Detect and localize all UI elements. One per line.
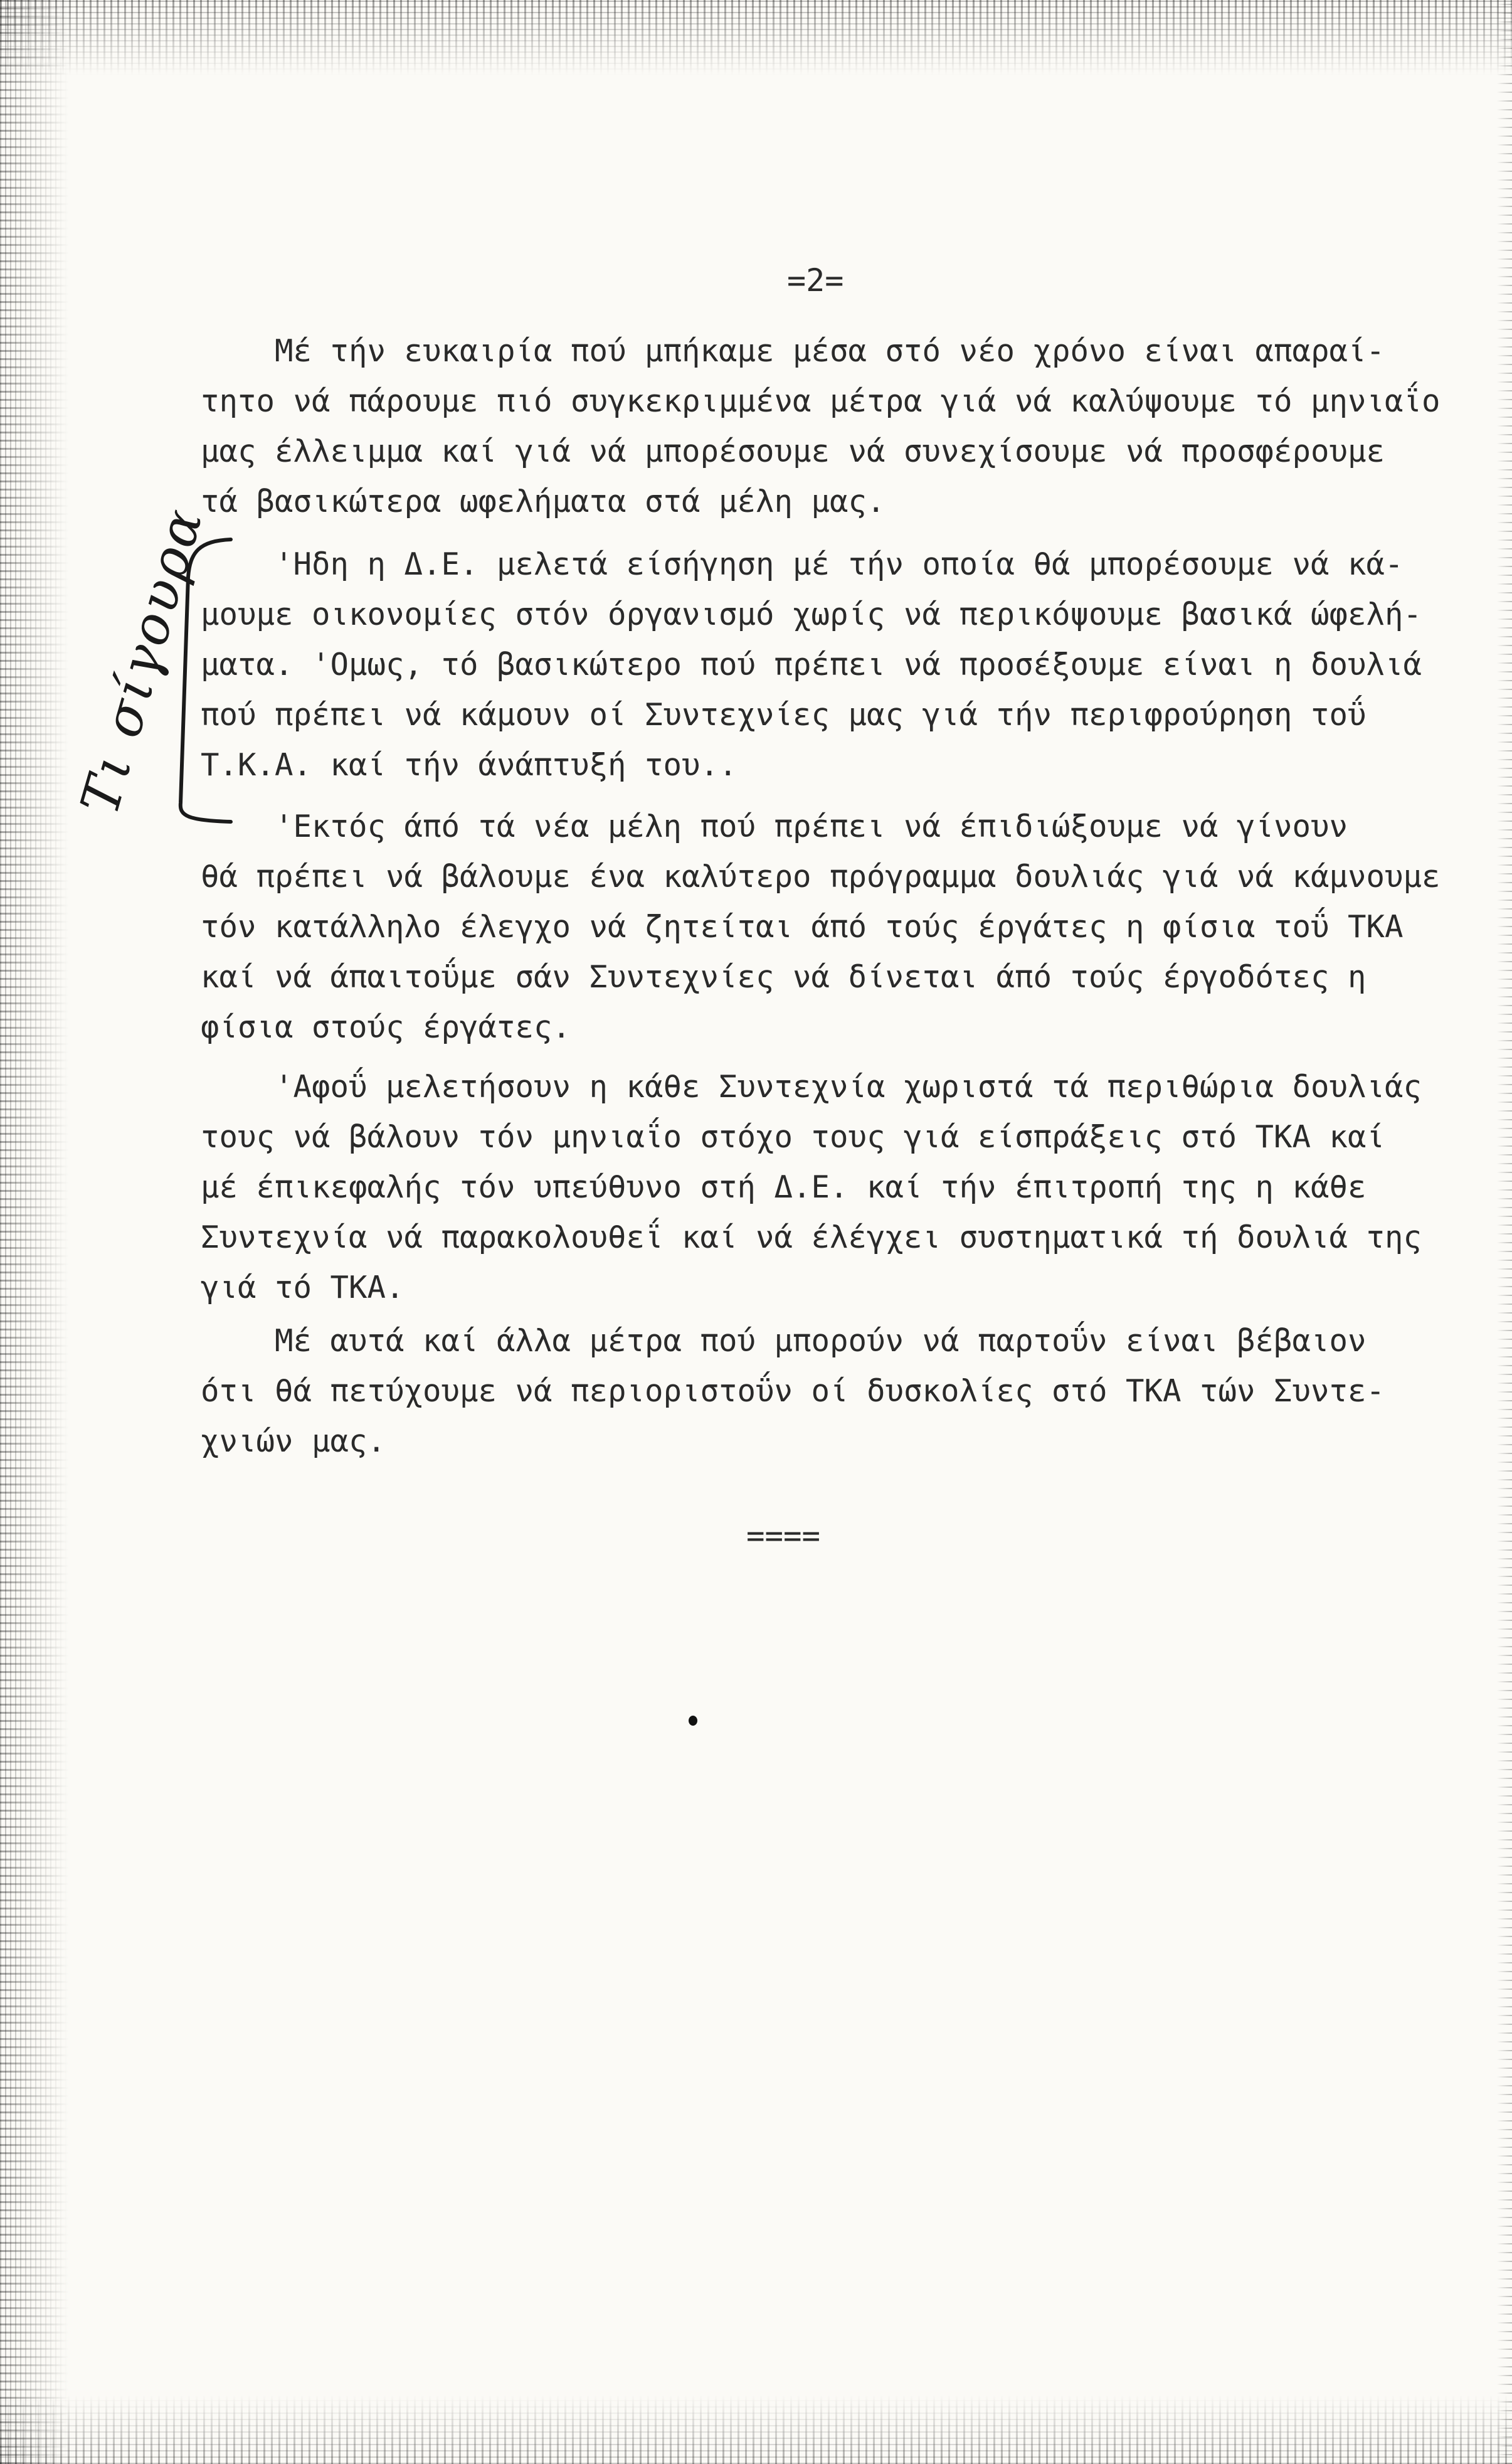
text-line: φίσια στούς έργάτες. — [201, 1009, 571, 1045]
margin-note-text: Τι σίγουρα — [68, 500, 215, 821]
text-line: πού πρέπει νά κάμουν οί Συντεχνίες μας γιά τήν περιφρούρηση τοΰ — [201, 697, 1367, 733]
text-line: μας έλλειμμα καί γιά νά μπορέσουμε νά συνεχίσουμε νά προσφέρουμε — [201, 433, 1385, 469]
end-mark: ==== — [746, 1518, 821, 1554]
text-line: Μέ αυτά καί άλλα μέτρα πού μπορούν νά παρτοΰν είναι βέβαιον — [201, 1323, 1367, 1359]
paragraph-1 — [201, 326, 1441, 527]
scan-edge-top — [0, 0, 1512, 75]
text-line: τους νά βάλουν τόν μηνιαΐο στόχο τους γιά είσπράξεις στό ΤΚΑ καί — [201, 1119, 1385, 1155]
text-line: 'Αφοΰ μελετήσουν η κάθε Συντεχνία χωριστά τά περιθώρια δουλιάς — [201, 1069, 1422, 1105]
page-number: =2= — [787, 262, 844, 299]
paragraph-4 — [201, 1062, 1422, 1313]
paragraph-2 — [201, 539, 1422, 790]
paragraph-3 — [201, 802, 1441, 1053]
text-line: 'Εκτός άπό τά νέα μέλη πού πρέπει νά έπιδιώξουμε νά γίνουν — [201, 809, 1348, 844]
text-line: τόν κατάλληλο έλεγχο νά ζητείται άπό τούς έργάτες η φίσια τοΰ ΤΚΑ — [201, 909, 1404, 945]
text-line: γιά τό ΤΚΑ. — [201, 1270, 404, 1305]
scan-edge-right — [1497, 0, 1512, 2464]
ink-dot — [689, 1716, 697, 1726]
text-line: ότι θά πετύχουμε νά περιοριστοΰν οί δυσκολίες στό ΤΚΑ τών Συντε- — [201, 1373, 1385, 1409]
text-line: θά πρέπει νά βάλουμε ένα καλύτερο πρόγραμμα δουλιάς γιά νά κάμνουμε — [201, 859, 1441, 895]
text-line: μουμε οικονομίες στόν όργανισμό χωρίς νά περικόψουμε βασικά ώφελή- — [201, 597, 1422, 632]
text-line: 'Ηδη η Δ.Ε. μελετά είσήγηση μέ τήν οποία θά μπορέσουμε νά κά- — [201, 546, 1404, 582]
text-line: Μέ τήν ευκαιρία πού μπήκαμε μέσα στό νέο χρόνο είναι απαραί- — [201, 333, 1385, 369]
text-line: καί νά άπαιτοΰμε σάν Συντεχνίες νά δίνεται άπό τούς έργοδότες η — [201, 959, 1367, 995]
paragraph-5 — [201, 1316, 1385, 1467]
scan-edge-left — [0, 0, 69, 2464]
text-line: τητο νά πάρουμε πιό συγκεκριμμένα μέτρα γιά νά καλύψουμε τό μηνιαΐο — [201, 383, 1441, 419]
text-line: Τ.Κ.Α. καί τήν άνάπτυξή του.. — [201, 747, 737, 783]
text-line: ματα. 'Ομως, τό βασικώτερο πού πρέπει νά προσέξουμε είναι η δουλιά — [201, 647, 1422, 682]
text-line: χνιών μας. — [201, 1423, 386, 1459]
text-line: μέ έπικεφαλής τόν υπεύθυνο στή Δ.Ε. καί τήν έπιτροπή της η κάθε — [201, 1169, 1367, 1205]
text-line: τά βασικώτερα ωφελήματα στά μέλη μας. — [201, 484, 886, 519]
scan-edge-bottom — [0, 2395, 1512, 2464]
text-line: Συντεχνία νά παρακολουθεΐ καί νά έλέγχει συστηματικά τή δουλιά της — [201, 1219, 1422, 1255]
